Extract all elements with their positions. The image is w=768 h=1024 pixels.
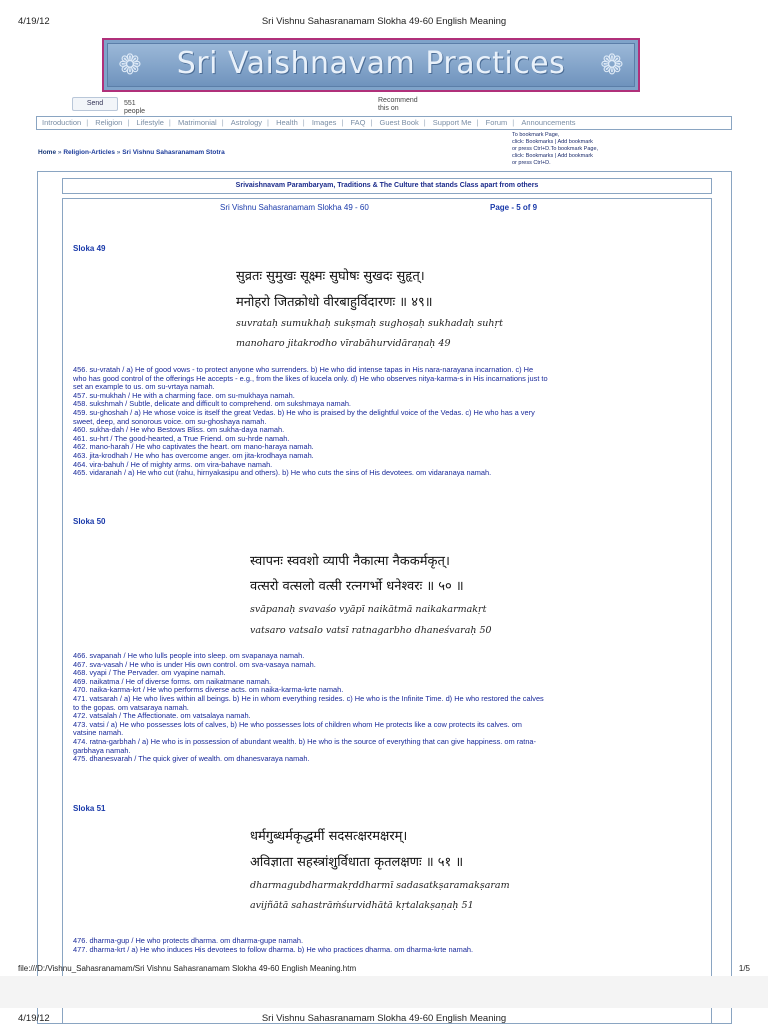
meaning-line: 466. svapanah / He who lulls people into sleep. om svapanaya namah. — [73, 651, 305, 660]
breadcrumb-separator: » — [57, 149, 62, 156]
nav-item-forum[interactable]: Forum — [485, 118, 508, 127]
nav-item-introduction[interactable]: Introduction — [42, 118, 82, 127]
print-date: 4/19/12 — [18, 16, 50, 27]
meaning-line: 477. dharma-krt / a) He who induces His devotees to follow dharma. b) He who practices dharma. om dharma-krte namah. — [73, 944, 474, 954]
print-file-path: file:///D:/Vishnu_Sahasranamam/Sri Vishnu Sahasranamam Slokha 49-60 English Meaning.htm — [18, 964, 357, 973]
nav-separator: | — [370, 118, 373, 127]
print-title: Sri Vishnu Sahasranamam Slokha 49-60 English Meaning — [261, 16, 507, 27]
print-title: Sri Vishnu Sahasranamam Slokha 49-60 English Meaning — [261, 1013, 507, 1024]
nav-item-support-me[interactable]: Support Me — [432, 118, 472, 127]
breadcrumb-current[interactable]: Sri Vishnu Sahasranamam Stotra — [122, 149, 225, 156]
devanagari-verse-line: वत्सरो वत्सलो वत्सी रत्नगर्भो धनेश्वरः ॥ ५० ॥ — [250, 579, 464, 594]
meaning-line: vatsine namah. — [73, 728, 124, 738]
meaning-line: 473. vatsi / a) He who possesses lots of calves, b) He who possesses lots of children whom He protects like a cow protects its calves. om — [73, 719, 522, 729]
breadcrumb-home[interactable]: Home — [38, 149, 57, 156]
meaning-line: 471. vatsarah / a) He who lives within all beings. b) He in whom everything resides. c) He who is the Infinite Time. d) He who restored the calves — [73, 693, 544, 703]
site-banner[interactable] — [102, 38, 640, 92]
bookmark-note — [512, 132, 652, 167]
page-break — [0, 976, 768, 1008]
nav-item-religion[interactable]: Religion — [95, 118, 123, 127]
nav-separator: | — [341, 118, 344, 127]
print-date: 4/19/12 — [18, 1013, 50, 1024]
meaning-line: 468. vyapi / The Pervader. om vyapine namah. — [73, 668, 226, 678]
nav-separator: | — [86, 118, 89, 127]
meaning-line: 472. vatsalah / The Affectionate. om vatsalaya namah. — [73, 711, 251, 721]
meaning-line: 463. jita-krodhah / He who has overcome anger. om jita-krodhaya namah. — [73, 450, 314, 460]
meaning-line: 459. su-ghoshah / a) He whose voice is itself the great Vedas. b) He who is praised by the delightful voice of the Vedas. c) He who has a very — [73, 407, 535, 417]
nav-item-matrimonial[interactable]: Matrimonial — [177, 118, 217, 127]
nav-separator: | — [476, 118, 479, 127]
meaning-line: 476. dharma-gup / He who protects dharma. om dharma-gupe namah. — [73, 936, 304, 945]
transliteration-line: svāpanaḥ svavaśo vyāpī naikātmā naikakarmakṛt — [250, 604, 487, 615]
meaning-line: 467. sva-vasah / He who is under His own control. om sva-vasaya namah. — [73, 659, 316, 669]
meaning-line: 474. ratna-garbhah / a) He who is in possession of abundant wealth. b) He who is the source of everything that can give happiness. om ratna- — [73, 736, 537, 746]
transliteration-line: avijñātā sahastrāṁśurvidhātā kṛtalakṣaṇaḥ 51 — [250, 900, 474, 911]
meaning-line: 464. vira-bahuh / He of mighty arms. om vira-bahave namah. — [73, 459, 273, 469]
print-page-number: 1/5 — [738, 964, 750, 973]
meaning-line: 470. naika-karma-krt / He who performs diverse acts. om naika-karma-krte namah. — [73, 685, 344, 695]
meaning-line: 475. dhanesvarah / The quick giver of wealth. om dhanesvaraya namah. — [73, 754, 310, 764]
main-nav — [36, 116, 732, 130]
bookmark-line: or press Ctrl+D.To bookmark Page, — [512, 146, 599, 152]
meaning-line: 458. sukshmah / Subtle, delicate and difficult to comprehend. om sukshmaya namah. — [73, 399, 351, 409]
transliteration-line: vatsaro vatsalo vatsī ratnagarbho dhaneśvaraḥ 50 — [250, 625, 492, 636]
print-header — [0, 16, 768, 30]
meaning-list — [73, 652, 703, 764]
meaning-line: who has good control of the offerings He accepts - e.g., from the likes of kucela only. d) He who observes nitya-karma-s in His incarnations just to — [73, 373, 548, 383]
recommend-link[interactable]: Recommend this on — [378, 97, 418, 112]
devanagari-verse-line: अविज्ञाता सहस्त्रांशुर्विधाता कृतलक्षणः ॥ ५१ ॥ — [250, 855, 464, 870]
devanagari-verse-line: स्वापनः स्ववशो व्यापी नैकात्मा नैककर्मकृत्। — [250, 554, 450, 569]
meaning-line: to the gopas. om vatsaraya namah. — [73, 702, 189, 712]
sloka-heading: Sloka 51 — [73, 804, 106, 813]
transliteration-line: suvrataḥ sumukhaḥ sukṣmaḥ sughoṣaḥ sukhadaḥ suhṛt — [236, 318, 503, 329]
nav-item-astrology[interactable]: Astrology — [230, 118, 263, 127]
meaning-list — [73, 937, 703, 954]
nav-separator: | — [512, 118, 515, 127]
nav-separator: | — [267, 118, 269, 127]
meaning-line: 462. mano-harah / He who captivates the heart. om mano-haraya namah. — [73, 442, 314, 452]
bookmark-line: click: Bookmarks | Add bookmark — [512, 153, 593, 159]
sloka-heading: Sloka 50 — [73, 517, 106, 526]
meaning-line: set an example to us. om su-vrtaya namah. — [73, 382, 215, 392]
meaning-line: 469. naikatma / He of diverse forms. om naikatmane namah. — [73, 676, 271, 686]
page-title: Sri Vishnu Sahasranamam Slokha 49 - 60 — [220, 203, 369, 212]
flower-ornament-icon: ❁ — [600, 49, 624, 80]
meaning-line: 461. su-hrt / The good-hearted, a True Friend. om su-hrde namah. — [73, 433, 290, 443]
nav-separator: | — [168, 118, 171, 127]
nav-separator: | — [221, 118, 224, 127]
nav-item-images[interactable]: Images — [311, 118, 337, 127]
meaning-line: 456. su-vratah / a) He of good vows - to protect anyone who surrenders. b) He who did intense tapas in His nara-narayana incarnation. c) He — [73, 365, 534, 374]
meaning-line: 465. vidaranah / a) He who cut (rahu, hirnyakasipu and others). b) He who cuts the sins of His devotees. om vidaranaya namah. — [73, 468, 492, 478]
nav-item-announcements[interactable]: Announcements — [521, 118, 576, 127]
people-count: 551 people — [124, 100, 146, 115]
bookmark-line: or press Ctrl+D. — [512, 160, 551, 166]
sloka-heading: Sloka 49 — [73, 244, 106, 253]
transliteration-line: dharmagubdharmakṛddharmī sadasatkṣaramakṣaram — [250, 880, 510, 891]
nav-item-faq[interactable]: FAQ — [350, 118, 366, 127]
devanagari-verse-line: मनोहरो जितक्रोधो वीरबाहुर्विदारणः ॥ ४९॥ — [236, 295, 433, 310]
nav-item-guest-book[interactable]: Guest Book — [379, 118, 419, 127]
bookmark-line: To bookmark Page, — [512, 132, 560, 138]
transliteration-line: manoharo jitakrodho vīrabāhurvidāraṇaḥ 49 — [236, 338, 451, 349]
meaning-line: 457. su-mukhah / He with a charming face. om su-mukhaya namah. — [73, 390, 295, 400]
tagline: Srivaishnavam Parambaryam, Traditions & The Culture that stands Class apart from others — [62, 178, 712, 194]
flower-ornament-icon: ❁ — [118, 49, 142, 80]
social-bar — [0, 96, 768, 116]
page-indicator: Page - 5 of 9 — [490, 203, 538, 212]
nav-item-health[interactable]: Health — [276, 118, 298, 127]
nav-separator: | — [423, 118, 426, 127]
site-brand: Sri Vaishnavam Practices — [176, 46, 566, 81]
devanagari-verse-line: धर्मगुब्धर्मकृद्धर्मी सदसत्क्षरमक्षरम्। — [250, 829, 408, 844]
breadcrumb-separator: » — [116, 149, 121, 156]
send-button[interactable]: Send — [72, 97, 118, 111]
breadcrumb-articles[interactable]: Religion-Articles — [63, 149, 115, 156]
breadcrumb — [38, 149, 225, 156]
nav-separator: | — [127, 118, 130, 127]
bookmark-line: click: Bookmarks | Add bookmark — [512, 139, 593, 145]
meaning-list — [73, 366, 703, 478]
meaning-line: sweet, deep, and sonorous voice. om su-ghoshaya namah. — [73, 416, 267, 426]
nav-item-lifestyle[interactable]: Lifestyle — [136, 118, 164, 127]
meaning-line: garbhaya namah. — [73, 745, 131, 755]
nav-separator: | — [302, 118, 305, 127]
devanagari-verse-line: सुव्रतः सुमुखः सूक्ष्मः सुघोषः सुखदः सुहृत्। — [236, 269, 425, 284]
meaning-line: 460. sukha-dah / He who Bestows Bliss. om sukha-daya namah. — [73, 425, 285, 435]
